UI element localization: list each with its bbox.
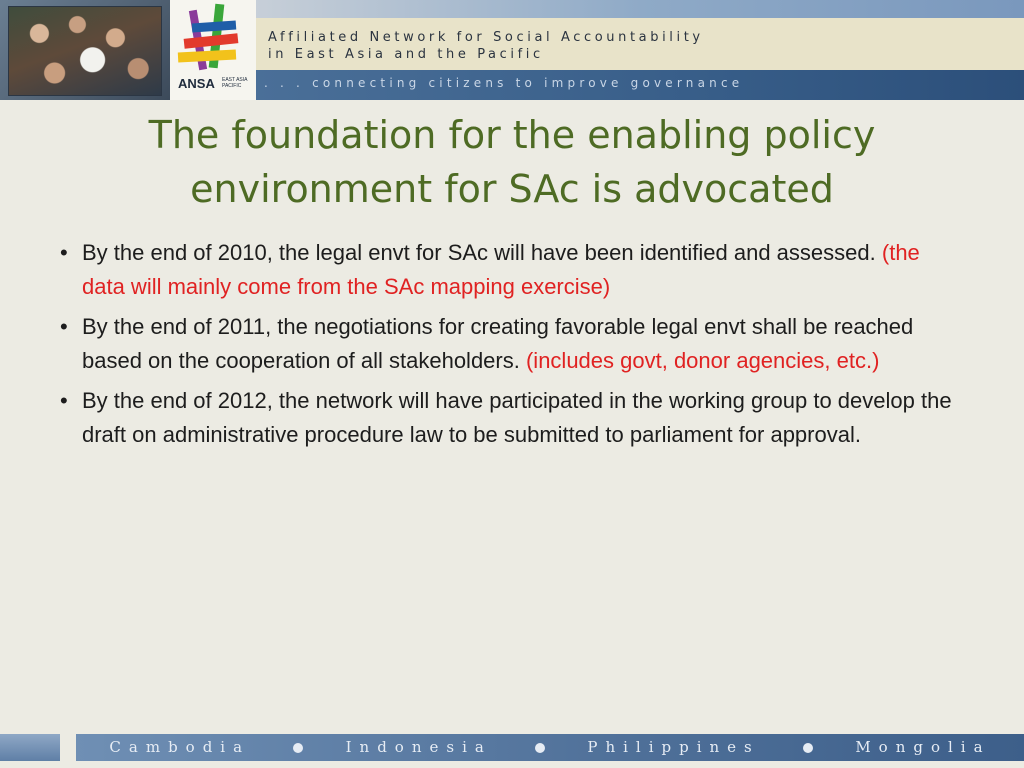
slide-title: The foundation for the enabling policy environment for SAc is advocated (148, 113, 876, 211)
country-mongolia: Mongolia (855, 738, 991, 756)
ansa-logo (170, 0, 256, 100)
bullet-text: By the end of 2010, the legal envt for SAc will have been identified and assessed. (82, 240, 876, 265)
organization-name-line1: Affiliated Network for Social Accountability (268, 30, 704, 45)
separator-dot-icon (803, 743, 813, 753)
group-photo-image (8, 6, 162, 96)
bullet-text: By the end of 2012, the network will have participated in the working group to develop the draft on administrative procedure law to be submitted to parliament for approval. (82, 388, 952, 447)
country-indonesia: Indonesia (345, 738, 492, 756)
bullet-dot-icon: • (60, 240, 68, 265)
bullet-dot-icon: • (60, 314, 68, 339)
country-philippines: Philippines (587, 738, 760, 756)
bullet-text: By the end of 2011, the negotiations for creating favorable legal envt shall be reached based on the cooperation of all stakeholders. (82, 314, 914, 373)
organization-name-band (256, 18, 1024, 70)
logo-subtext: EAST ASIA PACIFIC (222, 77, 248, 89)
header-photo (0, 0, 170, 100)
logo-text: ANSA (178, 76, 215, 91)
organization-name-line2: in East Asia and the Pacific (268, 47, 544, 62)
bullet-item (60, 236, 960, 304)
footer-country-bar (76, 734, 1024, 761)
country-list (76, 738, 1024, 756)
country-cambodia: Cambodia (109, 738, 251, 756)
tagline-band (256, 70, 1024, 100)
bullet-item (60, 384, 960, 452)
logo-stripe-blue (192, 20, 237, 32)
separator-dot-icon (535, 743, 545, 753)
header (0, 0, 1024, 100)
bullet-dot-icon: • (60, 388, 68, 413)
logo-stripe-yellow (178, 49, 236, 62)
header-top-band (256, 0, 1024, 18)
bullet-note: (the data will mainly come from the SAc mapping exercise) (82, 240, 920, 299)
tagline: . . . connecting citizens to improve governance (264, 76, 744, 90)
bullet-list (60, 236, 960, 458)
bullet-note: (includes govt, donor agencies, etc.) (525, 348, 880, 373)
bullet-item (60, 310, 960, 378)
separator-dot-icon (293, 743, 303, 753)
footer-left-block (0, 734, 60, 761)
footer-bottom-strip (0, 761, 1024, 768)
